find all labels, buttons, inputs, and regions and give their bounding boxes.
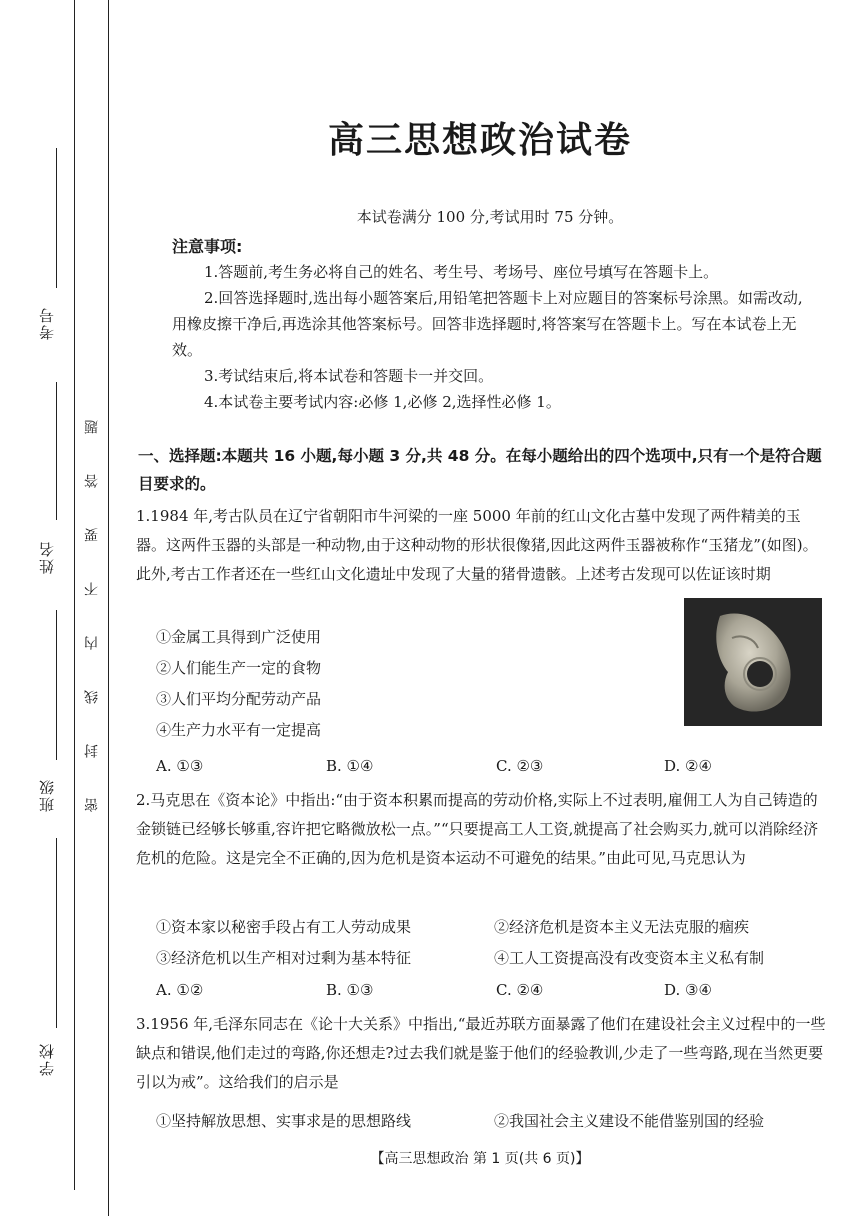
question-option: ②我国社会主义建设不能借鉴别国的经验 xyxy=(494,1112,765,1130)
answer-choice: A. ①③ xyxy=(156,757,204,775)
notice-item: 4.本试卷主要考试内容:必修 1,必修 2,选择性必修 1。 xyxy=(204,393,561,411)
answer-choice: D. ②④ xyxy=(664,757,712,775)
seal-char: 密 xyxy=(84,798,100,812)
question-stem: 2.马克思在《资本论》中指出:“由于资本积累而提高的劳动价格,实际上不过表明,雇佣工人为自己铸造的金锁链已经够长够重,容许把它略微放松一点。”“只要提高工人工资,就提高了社会购买力,就可以消除经济危机的危险。这是完全不正确的,因为危机是资本运动不可避免的结果。”由此可见,马克思认为 xyxy=(136,791,819,867)
jade-pig-dragon-photo xyxy=(684,598,822,726)
seal-char: 要 xyxy=(84,528,100,542)
question-option: ④生产力水平有一定提高 xyxy=(156,721,322,739)
seal-char: 封 xyxy=(84,744,100,758)
answer-choice: B. ①③ xyxy=(326,981,374,999)
notice-item: 3.考试结束后,将本试卷和答题卡一并交回。 xyxy=(204,367,494,385)
school-label: 学校 xyxy=(38,1042,56,1076)
answer-choice: C. ②④ xyxy=(496,981,544,999)
question-option: ①坚持解放思想、实事求是的思想路线 xyxy=(156,1112,412,1130)
question-option: ①金属工具得到广泛使用 xyxy=(156,628,322,646)
answer-choice: A. ①② xyxy=(156,981,204,999)
answer-choice: C. ②③ xyxy=(496,757,544,775)
exam-info: 本试卷满分 100 分,考试用时 75 分钟。 xyxy=(356,208,624,226)
binding-margin-line-inner xyxy=(108,0,109,1216)
page-footer: 【高三思想政治 第 1 页(共 6 页)】 xyxy=(370,1151,590,1167)
answer-choice: B. ①④ xyxy=(326,757,374,775)
seal-char: 答 xyxy=(84,474,100,488)
question-option: ②人们能生产一定的食物 xyxy=(156,659,322,677)
binding-margin-line-outer xyxy=(74,0,75,1190)
jade-pig-dragon-image xyxy=(684,598,822,726)
seal-char: 不 xyxy=(84,582,100,596)
notice-item: 1.答题前,考生务必将自己的姓名、考生号、考场号、座位号填写在答题卡上。 xyxy=(204,263,719,281)
exam-no-blank xyxy=(56,148,57,288)
section-heading: 一、选择题:本题共 16 小题,每小题 3 分,共 48 分。在每小题给出的四个选项中,只有一个是符合题目要求的。 xyxy=(138,447,822,493)
page-title: 高三思想政治试卷 xyxy=(327,120,632,161)
notice-heading: 注意事项: xyxy=(172,237,243,256)
name-blank xyxy=(56,382,57,520)
name-label: 姓名 xyxy=(38,540,56,574)
school-blank xyxy=(56,838,57,1028)
seal-char: 内 xyxy=(84,636,100,650)
question-option: ③人们平均分配劳动产品 xyxy=(156,690,322,708)
question-option: ③经济危机以生产相对过剩为基本特征 xyxy=(156,949,412,967)
exam-no-label: 考号 xyxy=(38,306,56,340)
question-option: ②经济危机是资本主义无法克服的痼疾 xyxy=(494,918,750,936)
seal-char: 题 xyxy=(84,420,100,434)
question-option: ①资本家以秘密手段占有工人劳动成果 xyxy=(156,918,412,936)
question-stem: 3.1956 年,毛泽东同志在《论十大关系》中指出,“最近苏联方面暴露了他们在建设社会主义过程中的一些缺点和错误,他们走过的弯路,你还想走?过去我们就是鉴于他们的经验教训,少走了一些弯路,现在当然更要引以为戒”。这给我们的启示是 xyxy=(136,1015,826,1091)
class-blank xyxy=(56,610,57,760)
class-label: 班级 xyxy=(38,778,56,812)
question-option: ④工人工资提高没有改变资本主义私有制 xyxy=(494,949,765,967)
question-stem: 1.1984 年,考古队员在辽宁省朝阳市牛河梁的一座 5000 年前的红山文化古墓中发现了两件精美的玉器。这两件玉器的头部是一种动物,由于这种动物的形状很像猪,因此这两件玉器被称作“玉猪龙”(如图)。此外,考古工作者还在一些红山文化遗址中发现了大量的猪骨遗骸。上述考古发现可以佐证该时期 xyxy=(136,507,818,583)
answer-choice: D. ③④ xyxy=(664,981,712,999)
notice-item: 2.回答选择题时,选出每小题答案后,用铅笔把答题卡上对应题目的答案标号涂黑。如需改动,用橡皮擦干净后,再选涂其他答案标号。回答非选择题时,将答案写在答题卡上。写在本试卷上无效。 xyxy=(172,289,803,359)
seal-char: 线 xyxy=(84,690,100,704)
